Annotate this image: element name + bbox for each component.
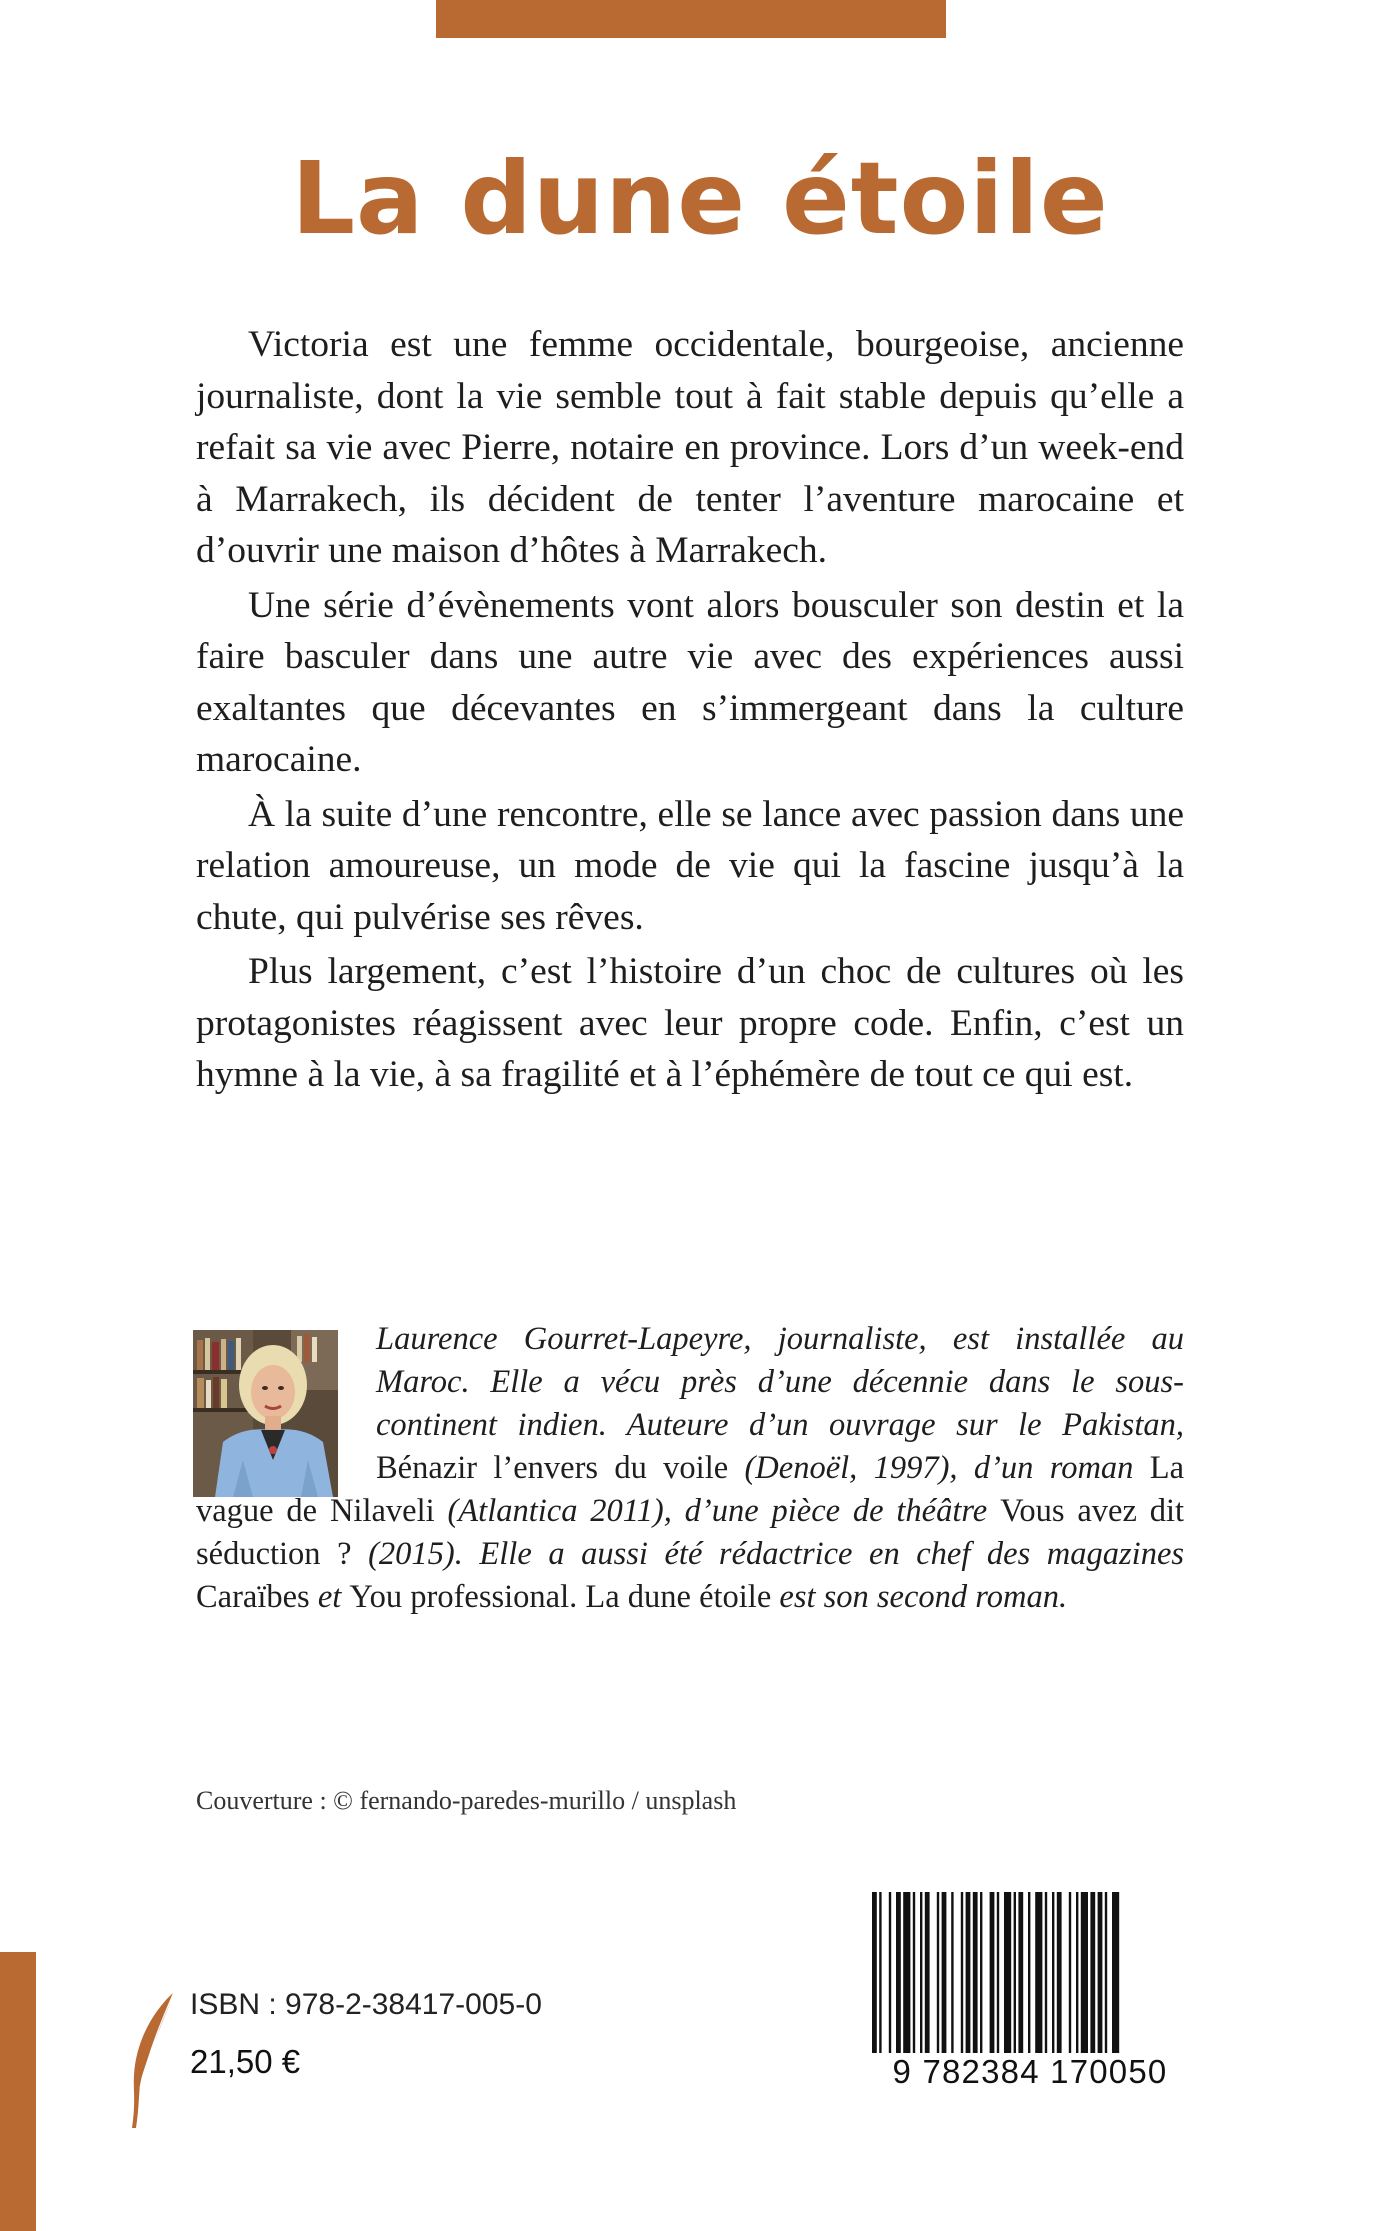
isbn-label: ISBN : 978-2-38417-005-0	[190, 1988, 542, 2021]
book-title: La dune étoile	[291, 140, 1109, 257]
feather-icon	[124, 1990, 180, 2135]
bio-text: est son second roman.	[779, 1579, 1068, 1615]
bio-play-title: Vous avez dit séduction ?	[196, 1493, 1185, 1572]
bio-magazine-title: Caraïbes	[196, 1579, 310, 1615]
price-label: 21,50 €	[190, 2043, 301, 2080]
bio-book-title: La dune étoile	[585, 1579, 772, 1615]
bio-text: (Denoël, 1997), d’un roman	[744, 1450, 1134, 1486]
back-cover-summary	[196, 319, 1184, 1104]
summary-paragraph: À la suite d’une rencontre, elle se lance avec passion dans une relation amoureuse, un mode de vie qui la fascine jusqu’à la chute, qui pulvérise ses rêves.	[196, 793, 1184, 938]
bio-magazine-title: You professional.	[349, 1579, 578, 1615]
barcode-number: 9 782384 170050	[860, 2053, 1200, 2091]
author-biography	[196, 1318, 1184, 1619]
bio-text: et	[317, 1579, 342, 1615]
summary-paragraph: Victoria est une femme occidentale, bourgeoise, ancienne journaliste, dont la vie semble tout à fait stable depuis qu’elle a refait sa vie avec Pierre, notaire en province. Lors d’un week-end à Marrakech, ils décident de tenter l’aventure marocaine et d’ouvrir une maison d’hôtes à Marrakech.	[196, 324, 1184, 571]
summary-paragraph: Plus largement, c’est l’histoire d’un choc de cultures où les protagonistes réagissent avec leur propre code. Enfin, c’est un hymne à la vie, à sa fragilité et à l’éphémère de tout ce qui est.	[196, 951, 1184, 1095]
top-accent-bar	[436, 0, 946, 38]
bio-text: (2015). Elle a aussi été rédactrice en chef des magazines	[368, 1536, 1185, 1572]
cover-credit: Couverture : © fernando-paredes-murillo / unsplash	[196, 1786, 737, 1815]
summary-paragraph: Une série d’évènements vont alors bousculer son destin et la faire basculer dans une autre vie avec des expériences aussi exaltantes que décevantes en s’immergeant dans la culture marocaine.	[196, 584, 1184, 780]
left-accent-bar	[0, 1952, 36, 2231]
bio-text: Laurence Gourret-Lapeyre, journaliste, est installée au Maroc. Elle a vécu près d’une décennie dans le sous-continent indien. Auteure d’un ouvrage sur le Pakistan,	[376, 1321, 1184, 1443]
bio-text: (Atlantica 2011), d’une pièce de théâtre	[447, 1493, 988, 1529]
bio-book-title: Bénazir l’envers du voile	[376, 1450, 729, 1486]
bio-book-title: La vague de Nilaveli	[196, 1450, 1185, 1529]
